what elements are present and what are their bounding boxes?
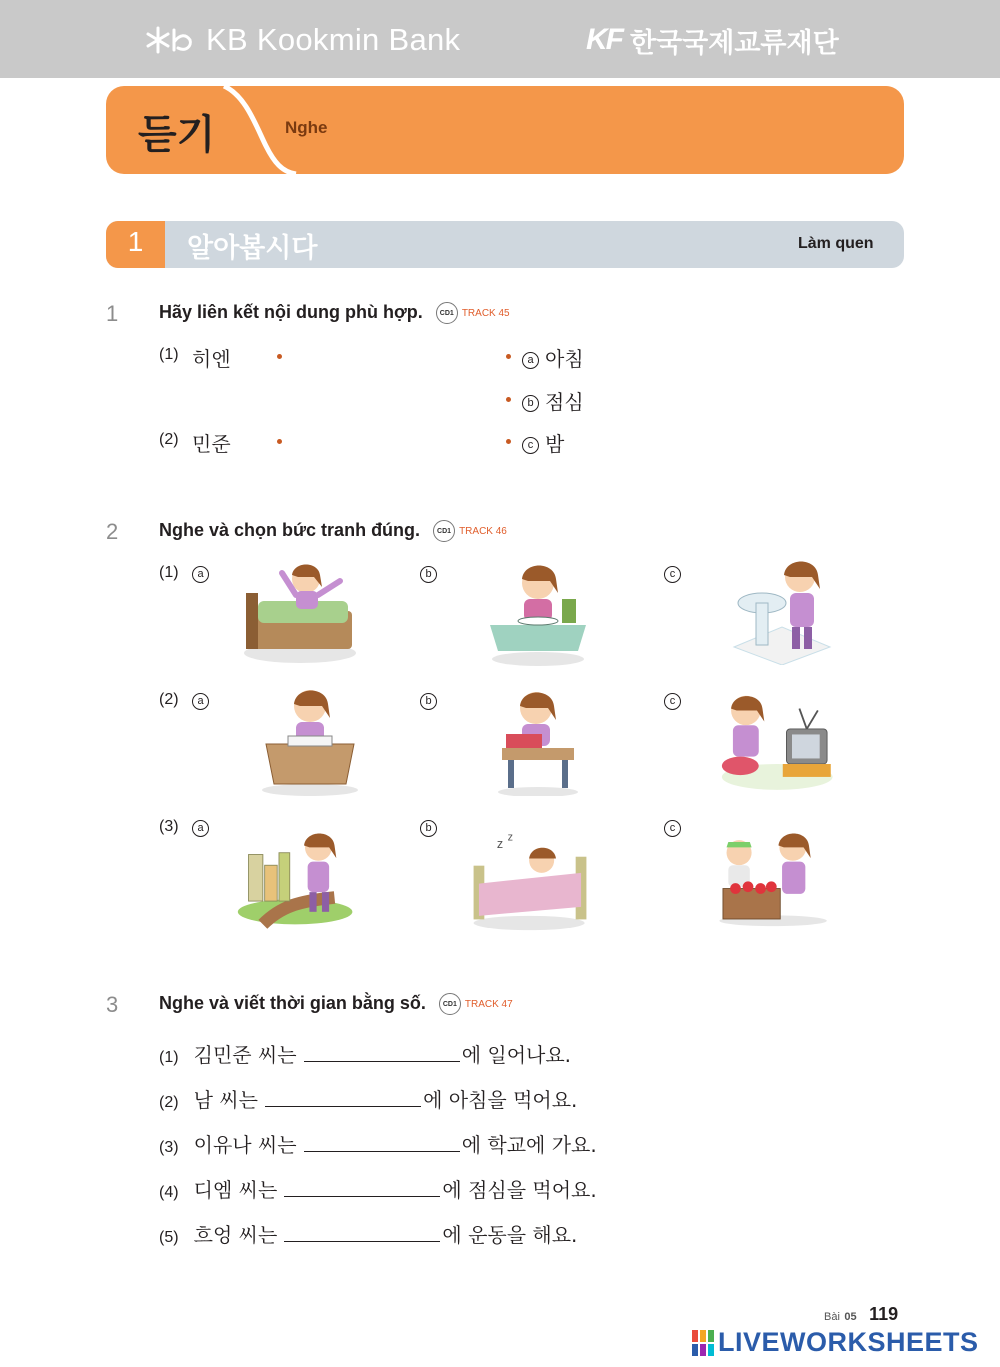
- q3-item4-blank[interactable]: [284, 1178, 440, 1197]
- q3-item-3: [159, 1129, 597, 1158]
- section-number: 1: [127, 226, 144, 257]
- liveworksheets-text: LIVEWORKSHEETS: [718, 1327, 979, 1357]
- q1-option-b-word: 점심: [545, 390, 584, 414]
- q2-track-ref: [433, 520, 507, 542]
- q2-track: TRACK 46: [459, 525, 507, 537]
- q1-instruction-row: [159, 302, 510, 324]
- q1-item2-name: 민준: [192, 432, 231, 456]
- q3-item5-num: (5): [159, 1229, 179, 1246]
- q3-item3-num: (3): [159, 1139, 179, 1156]
- svg-text:z: z: [496, 836, 504, 851]
- q3-item-4: [159, 1174, 597, 1203]
- q1-option-b-dot[interactable]: [506, 397, 511, 402]
- q3-item5-after: 에 운동을 해요.: [442, 1223, 578, 1247]
- q1-item2-num: (2): [159, 431, 179, 448]
- q3-item2-after: 에 아침을 먹어요.: [423, 1088, 578, 1112]
- q2-r2-c-mark[interactable]: c: [664, 693, 681, 710]
- q3-item2-before: 남 씨는: [193, 1088, 258, 1112]
- girl-reading-picture[interactable]: [478, 684, 598, 796]
- section-subtitle: Làm quen: [798, 235, 874, 252]
- q2-r1-b-mark[interactable]: b: [420, 566, 437, 583]
- q2-row1-num: (1): [159, 564, 179, 581]
- banner-divider-curve: [106, 86, 904, 174]
- girls-shopping-picture[interactable]: [714, 820, 834, 932]
- svg-text:z: z: [507, 831, 513, 844]
- q2-number: 2: [106, 519, 119, 544]
- q3-item-1: [159, 1039, 571, 1068]
- circled-b: b: [522, 395, 539, 412]
- banner-title: 듣기: [138, 112, 216, 158]
- q3-item-2: [159, 1084, 577, 1113]
- q1-option-a: [522, 343, 584, 372]
- q3-item3-blank[interactable]: [304, 1133, 460, 1152]
- q3-item1-num: (1): [159, 1049, 179, 1066]
- q1-instruction: Hãy liên kết nội dung phù hợp.: [159, 302, 423, 322]
- q3-track: TRACK 47: [464, 998, 513, 1010]
- q2-instruction: Nghe và chọn bức tranh đúng.: [159, 520, 421, 540]
- kf-name: 한국국제교류재단: [630, 27, 839, 59]
- q3-item5-blank[interactable]: [284, 1223, 440, 1242]
- q3-item3-before: 이유나 씨는: [193, 1133, 297, 1157]
- liveworksheets-logo-icon: [692, 1330, 714, 1356]
- kb-brand-text: KB Kookmin Bank: [206, 22, 461, 57]
- q3-item1-after: 에 일어나요.: [461, 1043, 572, 1067]
- q2-r2-a-mark[interactable]: a: [192, 693, 209, 710]
- kf-mark: KF: [586, 23, 622, 56]
- circled-c: c: [522, 437, 539, 454]
- cd-icon: CD1: [439, 993, 461, 1015]
- q3-item5-before: 흐엉 씨는: [193, 1223, 278, 1247]
- girl-waking-up-picture[interactable]: [240, 553, 360, 665]
- q3-number: 3: [106, 992, 119, 1017]
- q3-item2-num: (2): [159, 1094, 179, 1111]
- girl-sleeping-picture[interactable]: [470, 824, 590, 936]
- q3-item2-blank[interactable]: [265, 1088, 421, 1107]
- q1-option-a-word: 아침: [545, 347, 584, 371]
- listening-banner: [106, 86, 904, 174]
- q1-item1-name: 히엔: [192, 347, 231, 371]
- q1-track: TRACK 45: [461, 307, 510, 319]
- q2-row2-num: (2): [159, 691, 179, 708]
- q1-option-b: [522, 386, 584, 415]
- q2-r2-b-mark[interactable]: b: [420, 693, 437, 710]
- q3-item4-after: 에 점심을 먹어요.: [442, 1178, 597, 1202]
- q3-item4-num: (4): [159, 1184, 179, 1201]
- girl-watching-tv-picture[interactable]: [720, 684, 840, 796]
- girl-walking-city-picture[interactable]: [236, 820, 356, 932]
- q1-option-c-dot[interactable]: [506, 439, 511, 444]
- circled-a: a: [522, 352, 539, 369]
- q3-track-ref: [439, 993, 513, 1015]
- girl-washing-picture[interactable]: [722, 553, 842, 665]
- cd-icon: CD1: [433, 520, 455, 542]
- kb-kookmin-bank-logo: [146, 22, 460, 58]
- page-number-value: 119: [869, 1304, 899, 1324]
- q2-r3-a-mark[interactable]: a: [192, 820, 209, 837]
- q2-r3-b-mark[interactable]: b: [420, 820, 437, 837]
- q1-track-ref: [436, 302, 510, 324]
- page-number: [824, 1304, 898, 1325]
- banner-subtitle: Nghe: [285, 118, 328, 137]
- liveworksheets-watermark: [692, 1327, 979, 1358]
- girl-eating-picture[interactable]: [478, 555, 598, 667]
- q3-instruction: Nghe và viết thời gian bằng số.: [159, 993, 426, 1013]
- cd-icon: CD1: [436, 302, 458, 324]
- lesson-label: Bài: [824, 1311, 840, 1323]
- q1-option-a-dot[interactable]: [506, 354, 511, 359]
- q1-option-c-word: 밤: [545, 432, 565, 456]
- q2-r1-a-mark[interactable]: a: [192, 566, 209, 583]
- q1-option-c: [522, 428, 564, 457]
- q1-item2-dot[interactable]: [277, 439, 282, 444]
- q1-number: 1: [106, 301, 119, 326]
- q1-item1-num: (1): [159, 346, 179, 363]
- q2-r3-c-mark[interactable]: c: [664, 820, 681, 837]
- lesson-number: 05: [844, 1311, 857, 1323]
- kb-star-icon: [146, 24, 198, 56]
- q2-row3-num: (3): [159, 818, 179, 835]
- q3-item3-after: 에 학교에 가요.: [461, 1133, 597, 1157]
- girl-studying-picture[interactable]: [250, 684, 370, 796]
- q1-item1-dot[interactable]: [277, 354, 282, 359]
- q3-item-5: [159, 1219, 577, 1248]
- q3-instruction-row: [159, 993, 513, 1015]
- q2-r1-c-mark[interactable]: c: [664, 566, 681, 583]
- q3-item4-before: 디엠 씨는: [193, 1178, 278, 1202]
- q3-item1-blank[interactable]: [304, 1043, 460, 1062]
- q2-instruction-row: [159, 520, 507, 542]
- kf-foundation-logo: [586, 22, 839, 58]
- section-title: 알아봅시다: [187, 233, 318, 264]
- q3-item1-before: 김민준 씨는: [193, 1043, 297, 1067]
